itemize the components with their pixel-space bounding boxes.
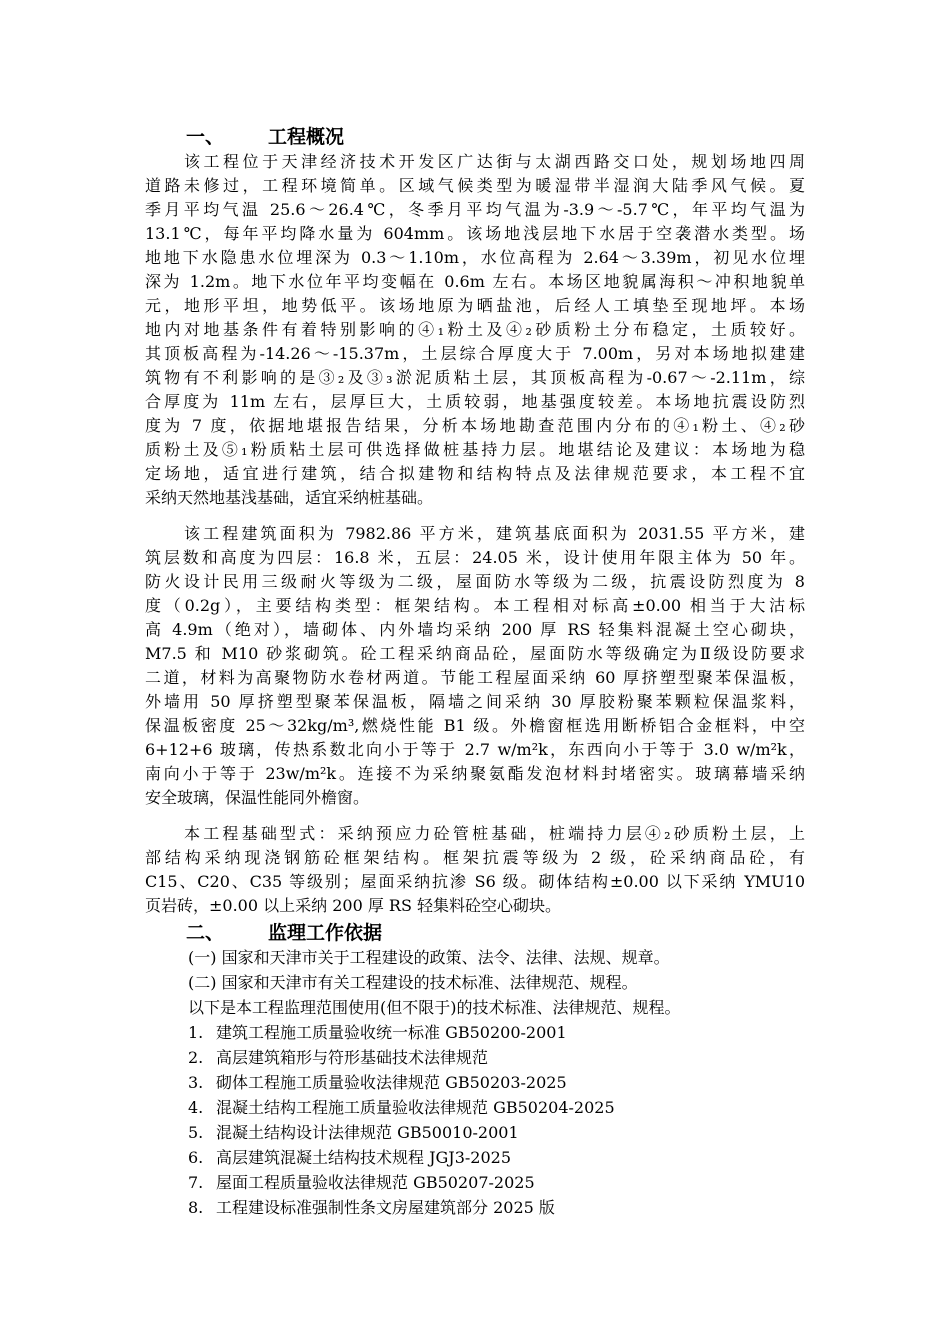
list-item xyxy=(188,1071,808,1095)
section-number: 二、 xyxy=(186,922,225,944)
text-line: 该工程建筑面积为 7982.86 平方米，建筑基底面积为 2031.55 平方米，建 xyxy=(184,524,805,543)
text-line: 地地下水隐患水位埋深为 0.3～1.10m，水位高程为 2.64～3.39m，初见水位埋 xyxy=(145,248,805,267)
basis-intro: 以下是本工程监理范围使用(但不限于)的技术标准、法律规范、规程。 xyxy=(188,998,681,1017)
text-line: 本工程基础型式：采纳预应力砼管桩基础，桩端持力层④₂砂质粉土层，上 xyxy=(184,824,805,843)
section-number: 一、 xyxy=(186,126,225,148)
list-item xyxy=(188,1171,808,1195)
text-line: 该工程位于天津经济技术开发区广达街与太湖西路交口处，规划场地四周 xyxy=(184,152,805,171)
text-line: 定场地，适宜进行建筑，结合拟建物和结构特点及法律规范要求，本工程不宜 xyxy=(145,464,805,483)
text-line: M7.5 和 M10 砂浆砌筑。砼工程采纳商品砼，屋面防水等级确定为Ⅱ级设防要求 xyxy=(145,644,805,663)
list-number: 2. xyxy=(188,1048,204,1067)
list-item xyxy=(188,1046,808,1070)
list-text: 混凝土结构工程施工质量验收法律规范 GB50204-2025 xyxy=(216,1098,615,1117)
text-line: 二道，材料为高聚物防水卷材两道。节能工程屋面采纳 60 厚挤塑型聚苯保温板， xyxy=(145,668,805,687)
text-line: 安全玻璃，保温性能同外檐窗。 xyxy=(145,788,370,807)
list-text: 建筑工程施工质量验收统一标准 GB50200-2001 xyxy=(216,1023,567,1042)
basis-item-2: (二) 国家和天津市有关工程建设的技术标准、法律规范、规程。 xyxy=(188,973,638,992)
list-text: 高层建筑箱形与符形基础技术法律规范 xyxy=(216,1048,489,1067)
list-number: 1. xyxy=(188,1023,204,1042)
text-line: 筑层数和高度为四层：16.8 米，五层：24.05 米，设计使用年限主体为 50 年。 xyxy=(145,548,805,567)
list-number: 3. xyxy=(188,1073,204,1092)
text-line: 地内对地基条件有着特别影响的④₁粉土及④₂砂质粉土分布稳定，土质较好。 xyxy=(145,320,805,339)
text-line: C15、C20、C35 等级别；屋面采纳抗渗 S6 级。砌体结构±0.00 以下采纳 YMU10 xyxy=(145,872,805,891)
list-item xyxy=(188,1196,808,1220)
list-text: 屋面工程质量验收法律规范 GB50207-2025 xyxy=(216,1173,535,1192)
text-line: 保温板密度 25～32kg/m³,燃烧性能 B1 级。外檐窗框选用断桥铝合金框料，中空 xyxy=(145,716,805,735)
text-line: 筑物有不利影响的是③₂及③₃淤泥质粘土层，其顶板高程为-0.67～-2.11m，综 xyxy=(145,368,805,387)
list-item xyxy=(188,1021,808,1045)
list-text: 混凝土结构设计法律规范 GB50010-2001 xyxy=(216,1123,519,1142)
list-number: 6. xyxy=(188,1148,204,1167)
text-line: 元，地形平坦，地势低平。该场地原为晒盐池，后经人工填垫至现地坪。本场 xyxy=(145,296,805,315)
text-line: 合厚度为 11m 左右，层厚巨大，土质较弱，地基强度较差。本场地抗震设防烈 xyxy=(145,392,805,411)
text-line: 6+12+6 玻璃，传热系数北向小于等于 2.7 w/m²k，东西向小于等于 3.0 w/m²k， xyxy=(145,740,805,759)
text-line: 防火设计民用三级耐火等级为二级，屋面防水等级为二级，抗震设防烈度为 8 xyxy=(145,572,805,591)
text-line: 其顶板高程为-14.26～-15.37m，土层综合厚度大于 7.00m，另对本场地拟建建 xyxy=(145,344,805,363)
text-line: 道路未修过，工程环境简单。区域气候类型为暖湿带半湿润大陆季风气候。夏 xyxy=(145,176,805,195)
text-line: 采纳天然地基浅基础，适宜采纳桩基础。 xyxy=(145,488,434,507)
list-number: 7. xyxy=(188,1173,204,1192)
text-line: 页岩砖，±0.00 以上采纳 200 厚 RS 轻集料砼空心砌块。 xyxy=(145,896,562,915)
list-item xyxy=(188,1146,808,1170)
text-line: 南向小于等于 23w/m²k。连接不为采纳聚氨酯发泡材料封堵密实。玻璃幕墙采纳 xyxy=(145,764,805,783)
basis-item-1: (一) 国家和天津市关于工程建设的政策、法令、法律、法规、规章。 xyxy=(188,948,670,967)
text-line: 高 4.9m（绝对），墙砌体、内外墙均采纳 200 厚 RS 轻集料混凝土空心砌块， xyxy=(145,620,805,639)
list-item xyxy=(188,1121,808,1145)
section-title: 工程概况 xyxy=(268,126,345,148)
list-text: 工程建设标准强制性条文房屋建筑部分 2025 版 xyxy=(216,1198,555,1217)
text-line: 外墙用 50 厚挤塑型聚苯保温板，隔墙之间采纳 30 厚胶粉聚苯颗粒保温浆料， xyxy=(145,692,805,711)
section-title: 监理工作依据 xyxy=(268,922,383,944)
text-line: 深为 1.2m。地下水位年平均变幅在 0.6m 左右。本场区地貌属海积～冲积地貌单 xyxy=(145,272,805,291)
text-line: 13.1℃，每年平均降水量为 604mm。该场地浅层地下水居于空袭潜水类型。场 xyxy=(145,224,805,243)
section-heading-2 xyxy=(186,921,382,945)
list-number: 5. xyxy=(188,1123,204,1142)
text-line: 季月平均气温 25.6～26.4℃，冬季月平均气温为-3.9～-5.7℃，年平均气温为 xyxy=(145,200,805,219)
text-line: 质粉土及⑤₁粉质粘土层可供选择做桩基持力层。地堪结论及建议：本场地为稳 xyxy=(145,440,805,459)
text-line: 度为 7 度，依据地堪报告结果，分析本场地勘查范围内分布的④₁粉土、④₂砂 xyxy=(145,416,805,435)
section-heading-1 xyxy=(186,125,344,149)
list-number: 4. xyxy=(188,1098,204,1117)
list-text: 高层建筑混凝土结构技术规程 JGJ3-2025 xyxy=(216,1148,512,1167)
list-text: 砌体工程施工质量验收法律规范 GB50203-2025 xyxy=(216,1073,567,1092)
list-item xyxy=(188,1096,808,1120)
text-line: 度（0.2g），主要结构类型：框架结构。本工程相对标高±0.00 相当于大沽标 xyxy=(145,596,805,615)
text-line: 部结构采纳现浇钢筋砼框架结构。框架抗震等级为 2 级，砼采纳商品砼，有 xyxy=(145,848,805,867)
list-number: 8. xyxy=(188,1198,204,1217)
